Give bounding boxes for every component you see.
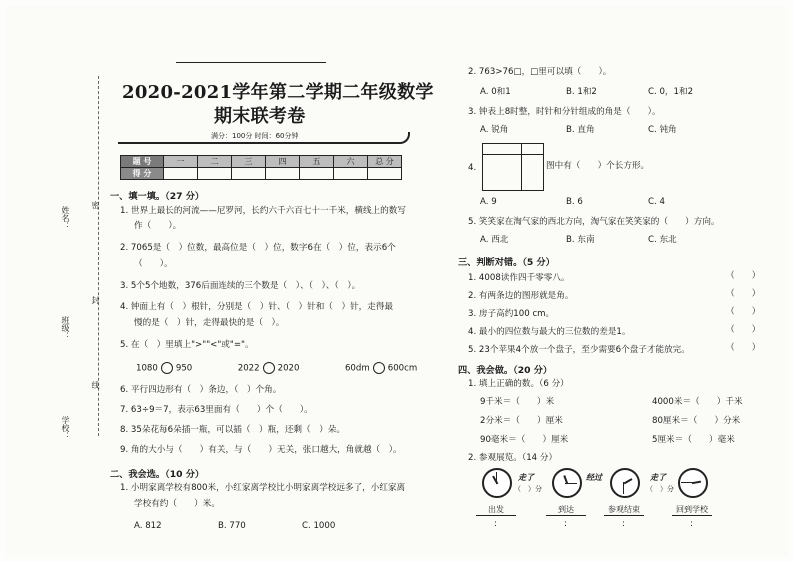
s3-item-2: 2. 有两条边的图形就是角。 [468,291,574,301]
s4-q2: 2. 参观展览。（14 分） [468,453,558,463]
margin-seal-2: 封 [91,296,100,304]
s2-q4-option-a[interactable]: A. 9 [480,197,497,207]
s1-q6: 6. 平行四边形有（ ）条边，（ ）个角。 [120,385,282,395]
s2-q2: 2. 763>76□，□里可以填（ ）。 [468,67,612,77]
clock-label-depart: 出发 [476,504,516,516]
s2-q4-option-c[interactable]: C. 4 [648,197,665,207]
margin-seal-3: 线 [91,381,100,389]
exam-title-line1: 2020-2021学年第二学期二年级数学 [122,82,434,103]
score-cell[interactable] [266,168,300,180]
conversion-5: 90毫米＝（ ）厘米 [480,435,569,445]
exam-subtitle: 满分：100分 时间：60分钟 [211,132,299,140]
s2-q5: 5. 笑笑家在淘气家的西北方向，淘气家在笑笑家的（ ）方向。 [468,217,720,227]
s2-q3-option-b[interactable]: B. 直角 [566,125,595,135]
s1-q5: 5. 在（ ）里填上">""<"或"="。 [120,340,254,350]
clock-label-visit-end: 参观结束 [604,504,644,516]
s1-q2-line2: （ ）。 [134,259,173,269]
compare-item: 2020 [277,363,300,374]
s3-bracket-3[interactable]: （ ） [726,307,761,317]
s2-q1-option-a[interactable]: A. 812 [134,521,162,531]
score-table [120,155,402,180]
s2-q3-option-a[interactable]: A. 锐角 [480,125,509,135]
s2-q2-option-c[interactable]: C. 0，1和2 [648,87,694,97]
section1-title: 一、填一填。（27 分） [110,191,205,202]
margin-school-label: 学校： [61,416,70,440]
s3-item-3: 3. 房子高约100 cm。 [468,309,555,319]
arrow-label-pass: 经过 [586,472,602,482]
compare-circle[interactable] [373,362,385,374]
s2-q1-line2: 学校有约（ ）米。 [134,499,220,509]
s1-q8: 8. 35朵花每6朵插一瓶，可以插（ ）瓶，还剩（ ）朵。 [120,425,345,435]
clock-label-arrive: 到达 [546,504,586,516]
title-rule [176,62,326,63]
conversion-6: 5厘米＝（ ）毫米 [652,435,735,445]
compare-item: 1080 [136,363,158,374]
time-blank-2[interactable]: : [564,519,567,529]
time-blank-3[interactable]: : [622,519,625,529]
margin-seal-1: 密 [91,201,100,209]
s2-q4-text: 图中有（ ）个长方形。 [546,161,650,171]
rectangle-figure [482,143,544,191]
clock-icon-visit-end [610,468,640,498]
s2-q1-line1: 1. 小明家离学校有800米，小红家离学校比小明家离学校远多了，小红家离 [120,483,406,493]
exam-title-line2: 期末联考卷 [214,106,306,127]
s3-bracket-1[interactable]: （ ） [726,271,761,281]
time-blank-4[interactable]: : [690,519,693,529]
s2-q5-option-a[interactable]: A. 西北 [480,235,509,245]
compare-circle[interactable] [161,362,173,374]
compare-item: 600cm [387,363,418,374]
arrow-label-walk-2: 走了 [650,472,666,482]
s3-bracket-4[interactable]: （ ） [726,325,761,335]
s3-item-5: 5. 23个苹果4个放一个盘子，至少需要6个盘子才能放完。 [468,345,690,355]
conversion-3: 2分米＝（ ）厘米 [480,416,563,426]
score-col: 二 [198,156,232,168]
score-cell[interactable] [198,168,232,180]
s3-item-4: 4. 最小的四位数与最大的三位数的差是1。 [468,327,631,337]
conversion-1: 9千米＝（ ）米 [480,397,555,407]
s2-q2-option-b[interactable]: B. 1和2 [566,87,597,97]
s2-q5-option-c[interactable]: C. 东北 [648,235,677,245]
compare-circle[interactable] [263,362,275,374]
s1-q1-line2: 作（ ）。 [134,221,182,231]
s1-q5-compare-row [136,362,417,374]
margin-name-label: 姓名： [61,206,70,230]
s3-item-1: 1. 4008读作四千零零八。 [468,273,570,283]
s4-q1: 1. 填上正确的数。（6 分） [468,379,569,389]
s3-bracket-2[interactable]: （ ） [726,289,761,299]
s1-q4-line1: 4. 钟面上有（ ）根针，分别是（ ）针、（ ）针和（ ）针，走得最 [120,302,394,312]
score-row-label: 得 分 [121,168,164,180]
s1-q7: 7. 63÷9＝7，表示63里面有（ ）个（ ）。 [120,405,313,415]
exam-sheet [6,6,788,556]
score-col: 总 分 [368,156,402,168]
score-cell[interactable] [300,168,334,180]
s2-q5-option-b[interactable]: B. 东南 [566,235,595,245]
conversion-2: 4000米＝（ ）千米 [652,397,743,407]
s2-q4-number: 4. [468,163,477,173]
clock-label-return: 回到学校 [672,504,712,516]
score-table-header: 题 号 [121,156,164,168]
s1-q2: 2. 7065是（ ）位数，最高位是（ ）位，数字6在（ ）位，表示6个 [120,243,396,253]
s2-q4-option-b[interactable]: B. 6 [566,197,583,207]
score-col: 五 [300,156,334,168]
time-blank-1[interactable]: : [494,519,497,529]
score-col: 一 [164,156,198,168]
s2-q1-option-b[interactable]: B. 770 [218,521,246,531]
s3-bracket-5[interactable]: （ ） [726,343,761,353]
s1-q1-line1: 1. 世界上最长的河流——尼罗河，长约六千六百七十一千米，横线上的数写 [120,206,406,216]
s1-q9: 9. 角的大小与（ ）有关，与（ ）无关，张口越大，角就越（ ）。 [120,445,402,455]
compare-item: 60dm [344,363,370,374]
clock-icon-return [678,468,708,498]
conversion-4: 80厘米＝（ ）分米 [652,416,741,426]
score-col: 六 [334,156,368,168]
arrow-label-walk-1: 走了 [518,472,534,482]
s2-q3-option-c[interactable]: C. 钝角 [648,125,677,135]
score-cell[interactable] [164,168,198,180]
section2-title: 二、我会选。（10 分） [110,469,205,480]
compare-item: 950 [175,363,193,374]
score-col: 三 [232,156,266,168]
s2-q1-option-c[interactable]: C. 1000 [302,521,336,531]
margin-class-label: 班级： [61,316,70,340]
s2-q3: 3. 钟表上8时整，时针和分针组成的角是（ ）。 [468,107,661,117]
score-cell[interactable] [368,168,402,180]
section4-title: 四、我会做。（20 分） [458,365,553,376]
score-cell[interactable] [232,168,266,180]
score-col: 四 [266,156,300,168]
score-cell[interactable] [334,168,368,180]
clock-icon-arrive [552,468,582,498]
s2-q2-option-a[interactable]: A. 0和1 [480,87,511,97]
clock-icon-depart [482,468,512,498]
s1-q3: 3. 5个5个地数，376后面连续的三个数是（ ）、（ ）、（ ）。 [120,281,361,291]
arrow-minutes-2[interactable]: （ ）分 [646,485,674,493]
s1-q4-line2: 慢的是（ ）针，走得最快的是（ ）。 [134,318,285,328]
section3-title: 三、判断对错。（5 分） [458,257,555,268]
arrow-minutes-1[interactable]: （ ）分 [514,485,542,493]
compare-item: 2022 [237,363,260,374]
